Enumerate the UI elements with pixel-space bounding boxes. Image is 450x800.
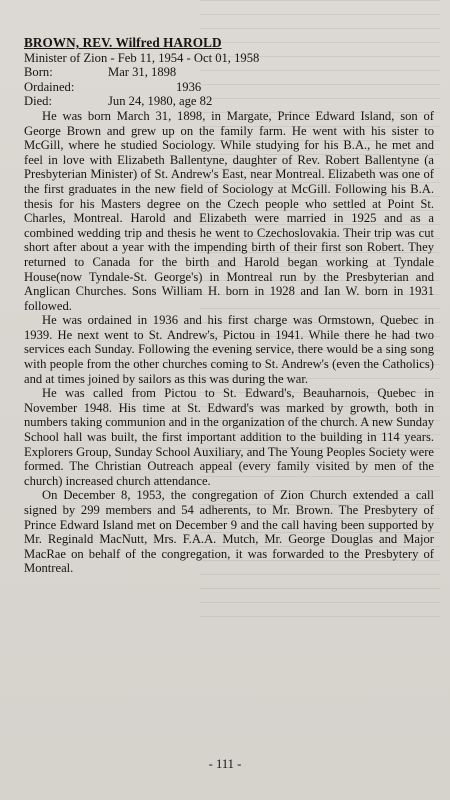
document-body: [24, 36, 434, 576]
died-row: [24, 94, 434, 109]
born-label: Born:: [24, 65, 53, 80]
ordained-row: [24, 80, 434, 95]
ordained-value: 1936: [176, 79, 202, 94]
died-value: Jun 24, 1980, age 82: [108, 94, 213, 109]
entry-title: BROWN, REV. Wilfred HAROLD: [24, 35, 222, 50]
born-row: [24, 65, 434, 80]
paragraph: He was born March 31, 1898, in Margate, Prince Edward Island, son of George Brown and grew up on the family farm. He went with his sister to McGill, where he studied Sociology. While studying for his B.A., he met and feel in love with Elizabeth Ballentyne, daughter of Rev. Robert Ballentyne (a Presbyterian Minister) of St. Andrew's East, near Montreal. Elizabeth was one of the first graduates in the new field of Sociology at McGill. Following his B.A. thesis for his Masters degree on the Czech people who settled at Point St. Charles, Montreal. Harold and Elizabeth were married in 1925 and as a combined wedding trip and thesis he went to Czechoslovakia. Their trip was cut short after about a year with the impending birth of their first son Robert. They returned to Canada for the birth and Harold began working at Tyndale House(now Tyndale-St. George's) in Montreal run by the Presbyterian and Anglican Churches. Sons William H. born in 1928 and Ian W. born in 1931 followed.: [24, 108, 434, 313]
paragraph: On December 8, 1953, the congregation of Zion Church extended a call signed by 299 members and 54 adherents, to Mr. Brown. The Presbytery of Prince Edward Island met on December 9 and the call having been supported by Mr. Reginald MacNutt, Mrs. F.A.A. Mutch, Mr. George Douglas and Major MacRae on behalf of the congregation, it was forwarded to the Presbytery of Montreal.: [24, 488, 434, 576]
paragraph: He was ordained in 1936 and his first charge was Ormstown, Quebec in 1939. He next went to St. Andrew's, Pictou in 1941. While there he had two services each Sunday. Following the evening service, there would be a sing song with people from the other churches coming to St. Andrew's (even the Catholics) and at times joined by sailors as this was during the war.: [24, 313, 434, 386]
ordained-label: Ordained:: [24, 79, 75, 94]
died-label: Died:: [24, 94, 52, 109]
paragraph: He was called from Pictou to St. Edward's, Beauharnois, Quebec in November 1948. His time at St. Edward's was marked by growth, both in numbers taking communion and in the organization of the church. A new Sunday School hall was built, the first important addition to the building in 114 years. Explorers Group, Sunday School Auxiliary, and The Young Peoples Society were formed. The Christian Outreach appeal (every family visited by men of the church) increased church attendance.: [24, 386, 434, 488]
service-line: Minister of Zion - Feb 11, 1954 - Oct 01, 1958: [24, 50, 260, 65]
born-value: Mar 31, 1898: [108, 65, 177, 80]
page-number: - 111 -: [208, 757, 242, 771]
